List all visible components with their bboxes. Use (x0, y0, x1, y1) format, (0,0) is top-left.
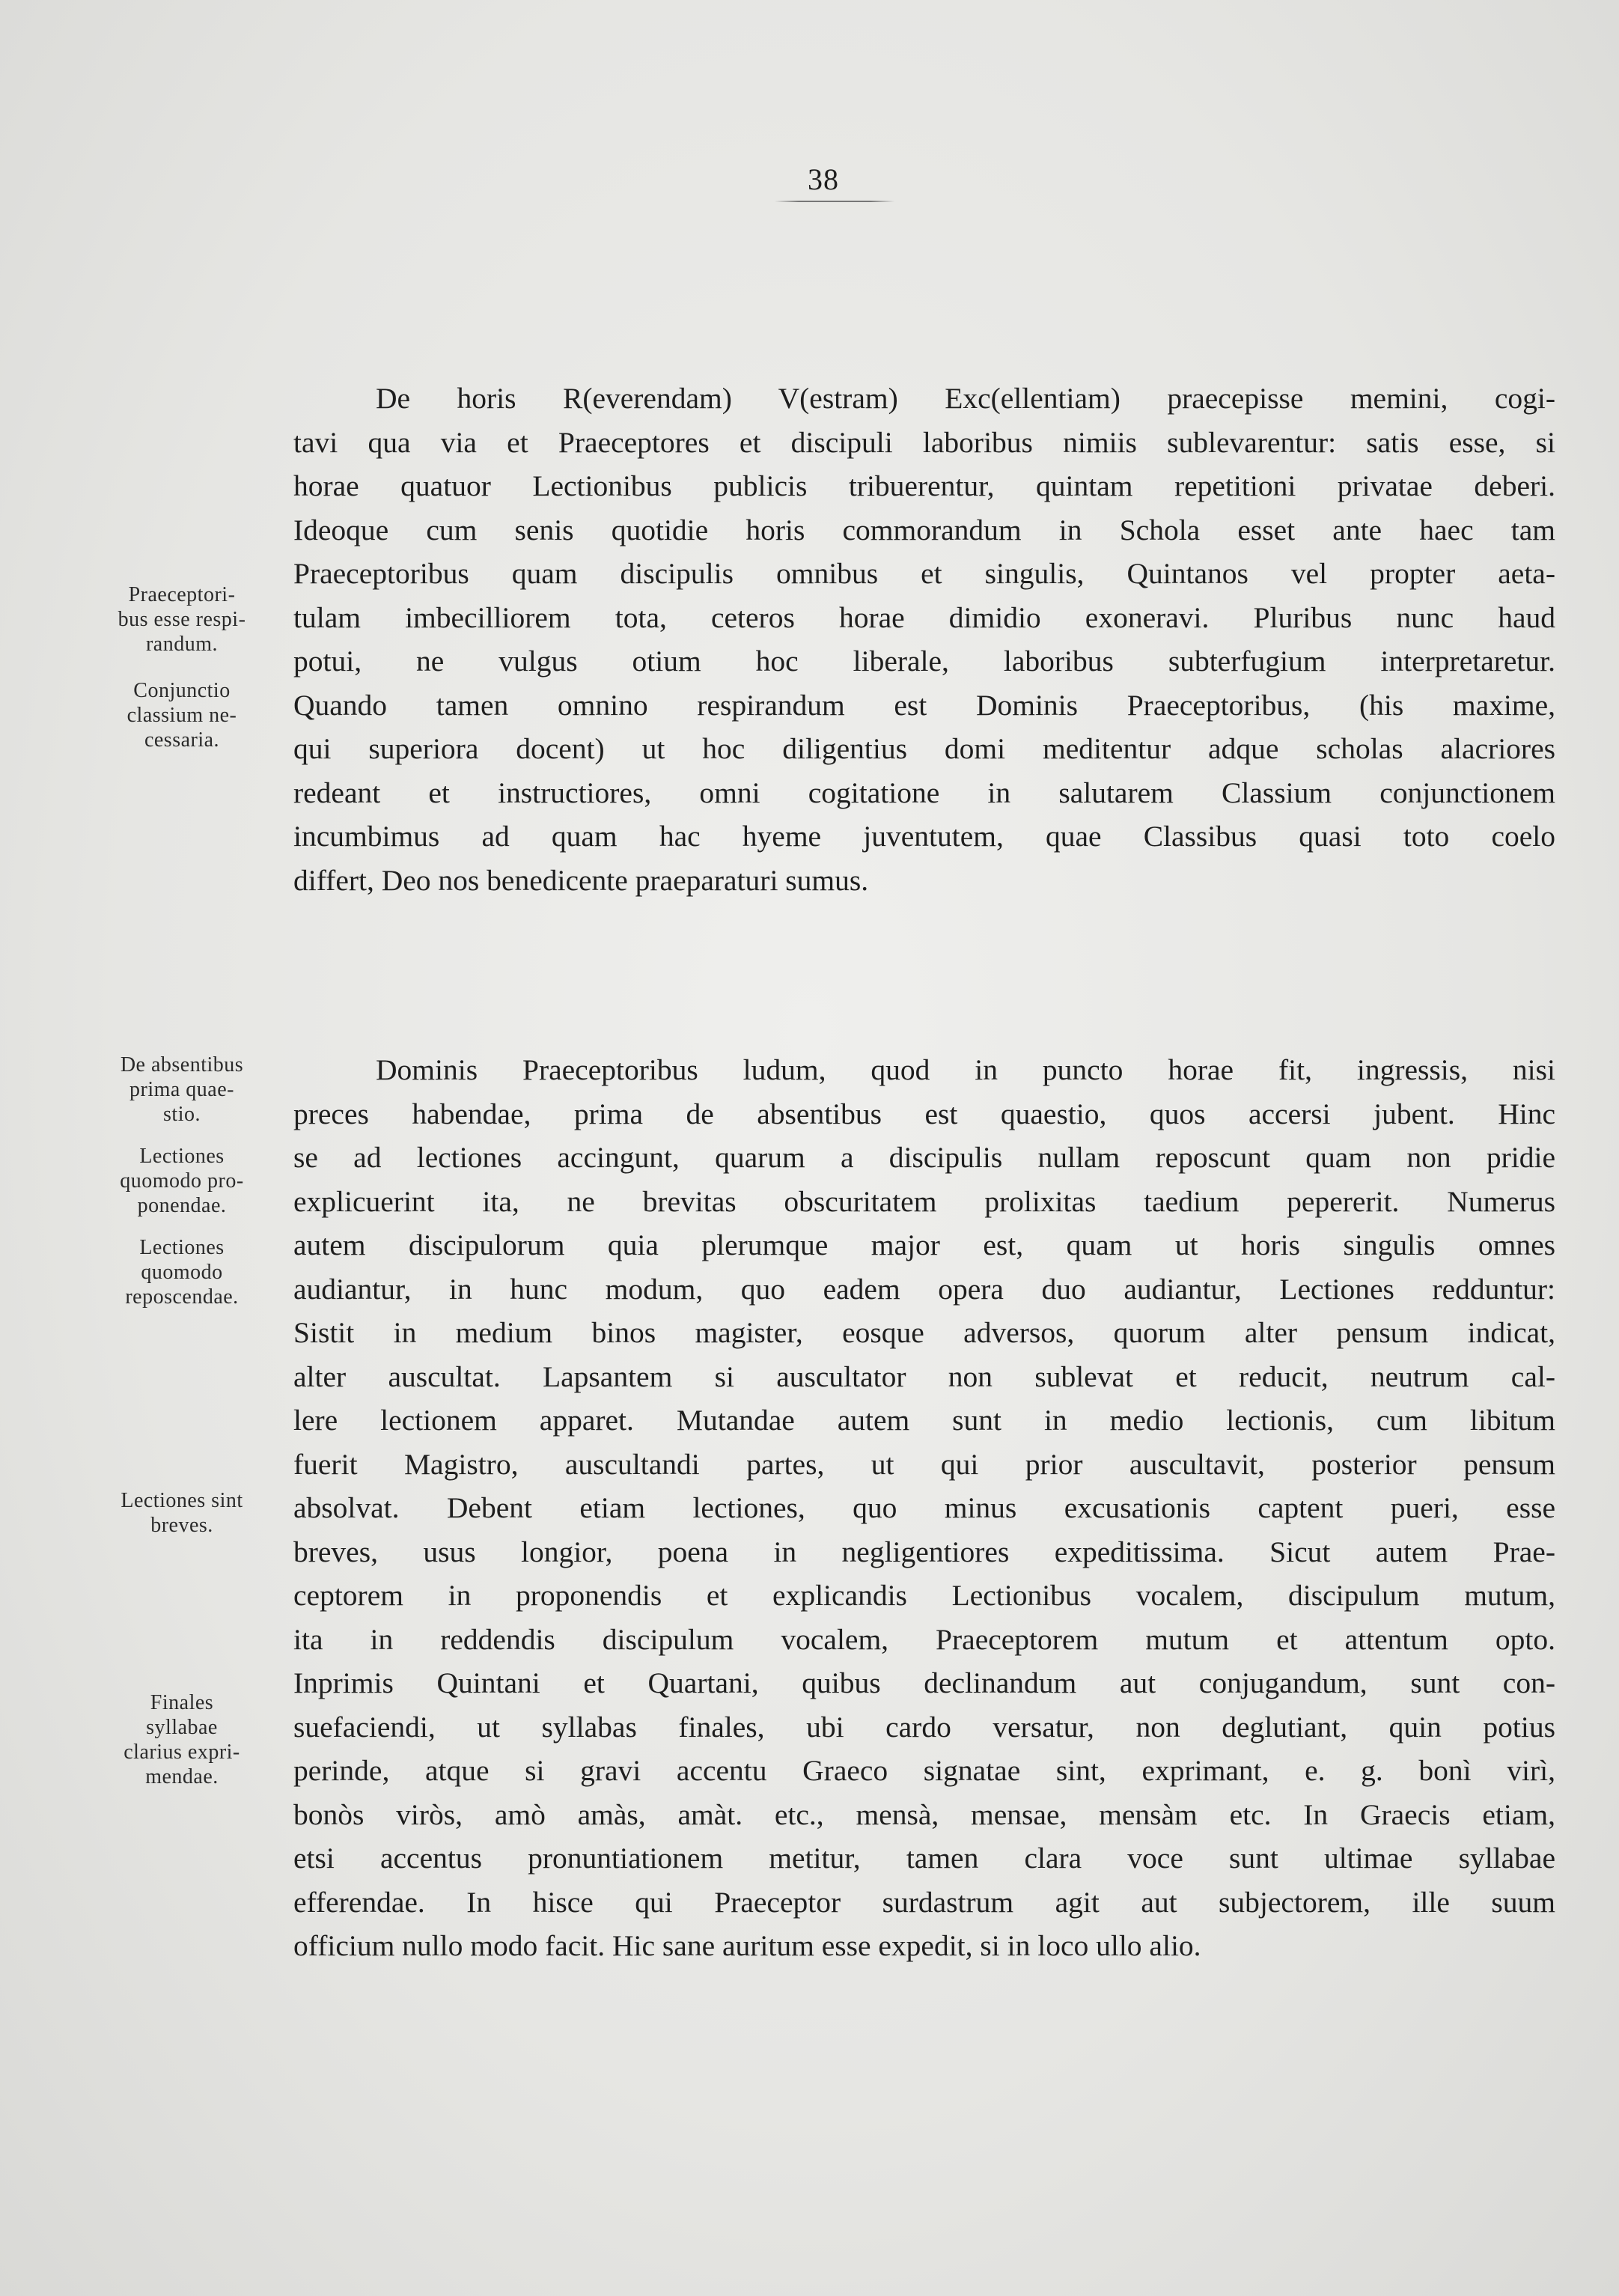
text-line: suefaciendi, ut syllabas finales, ubi cardo versatur, non deglutiant, quin potius (293, 1710, 1555, 1744)
text-line: officium nullo modo facit. Hic sane auritum esse expedit, si in loco ullo alio. (293, 1929, 1201, 1962)
text-line: etsi accentus pronuntiationem metitur, tamen clara voce sunt ultimae syllabae (293, 1842, 1555, 1875)
text-line: Inprimis Quintani et Quartani, quibus declinandum aut conjugandum, sunt con- (293, 1666, 1555, 1699)
page-number-rule (775, 201, 894, 202)
text-line: tulam imbecilliorem tota, ceteros horae dimidio exoneravi. Pluribus nunc haud (293, 600, 1555, 634)
text-line: Praeceptoribus quam discipulis omnibus et singulis, Quintanos vel propter aeta- (293, 557, 1555, 590)
text-line: se ad lectiones accingunt, quarum a discipulis nullam reposcunt quam non pridie (293, 1141, 1555, 1174)
text-line: fuerit Magistro, auscultandi partes, ut qui prior auscultavit, posterior pensum (293, 1447, 1555, 1481)
margin-note-line: clarius expri- (124, 1741, 240, 1764)
margin-note-conjunctio (88, 678, 275, 752)
margin-note-line: Lectiones sint (121, 1489, 243, 1512)
text-line: Dominis Praeceptoribus ludum, quod in puncto horae fit, ingressis, nisi (376, 1053, 1555, 1086)
text-line: Ideoque cum senis quotidie horis commorandum in Schola esset ante haec tam (293, 513, 1555, 546)
margin-note-line: Conjunctio (133, 679, 231, 702)
margin-note-line: Lectiones (139, 1145, 225, 1168)
margin-note-line: Lectiones (139, 1236, 225, 1259)
margin-note-respirandum (88, 582, 275, 657)
page-number: 38 (808, 162, 839, 196)
text-line: ita in reddendis discipulum vocalem, Praeceptorem mutum et attentum opto. (293, 1622, 1555, 1656)
margin-note-absentibus (88, 1053, 275, 1127)
margin-note-line: randum. (145, 633, 219, 656)
text-line: incumbimus ad quam hac hyeme juventutem, quae Classibus quasi toto coelo (293, 820, 1555, 853)
margin-note-line: syllabae (146, 1716, 218, 1739)
text-line: ceptorem in proponendis et explicandis Lectionibus vocalem, discipulum mutum, (293, 1579, 1555, 1612)
text-line: Quando tamen omnino respirandum est Dominis Praeceptoribus, (his maxime, (293, 688, 1555, 722)
margin-note-reposcendae (88, 1235, 275, 1309)
margin-note-line: reposcendae. (125, 1285, 239, 1309)
margin-note-line: cessaria. (144, 728, 220, 752)
margin-note-line: mendae. (145, 1765, 219, 1788)
paragraph-1 (293, 377, 1555, 902)
text-line: audiantur, in hunc modum, quo eadem opera duo audiantur, Lectiones redduntur: (293, 1272, 1555, 1306)
text-line: alter auscultat. Lapsantem si auscultator non sublevat et reducit, neutrum cal- (293, 1359, 1555, 1393)
margin-note-line: breves. (150, 1514, 213, 1537)
text-line: absolvat. Debent etiam lectiones, quo minus excusationis captent pueri, esse (293, 1491, 1555, 1524)
text-line: De horis R(everendam) V(estram) Exc(ellentiam) praecepisse memini, cogi- (376, 382, 1555, 415)
margin-note-line: ponendae. (137, 1194, 227, 1217)
margin-note-line: De absentibus (120, 1053, 244, 1077)
text-line: tavi qua via et Praeceptores et discipuli laboribus nimiis sublevarentur: satis esse, si (293, 425, 1555, 459)
margin-note-proponendae (88, 1144, 275, 1218)
text-line: autem discipulorum quia plerumque major est, quam ut horis singulis omnes (293, 1228, 1555, 1261)
margin-note-line: prima quae- (129, 1078, 234, 1101)
text-line: Sistit in medium binos magister, eosque adversos, quorum alter pensum indicat, (293, 1316, 1555, 1349)
margin-note-finales (88, 1690, 275, 1789)
text-line: efferendae. In hisce qui Praeceptor surdastrum agit aut subjectorem, ille suum (293, 1885, 1555, 1919)
text-line: differt, Deo nos benedicente praeparaturi sumus. (293, 863, 869, 897)
margin-note-breves (88, 1488, 275, 1538)
margin-note-line: bus esse respi- (118, 608, 246, 631)
margin-note-line: quomodo pro- (120, 1169, 244, 1193)
text-line: redeant et instructiores, omni cogitatione in salutarem Classium conjunctionem (293, 776, 1555, 809)
margin-note-line: quomodo (141, 1261, 223, 1284)
margin-note-line: classium ne- (126, 704, 237, 727)
text-line: potui, ne vulgus otium hoc liberale, laboribus subterfugium interpretaretur. (293, 645, 1555, 677)
paragraph-2 (293, 1048, 1555, 1968)
margin-note-line: Finales (150, 1691, 214, 1714)
text-line: bonòs viròs, amò amàs, amàt. etc., mensà, mensae, mensàm etc. In Graecis etiam, (293, 1797, 1555, 1831)
margin-note-line: stio. (163, 1103, 201, 1126)
text-line: preces habendae, prima de absentibus est quaestio, quos accersi jubent. Hinc (293, 1097, 1555, 1130)
text-line: lere lectionem apparet. Mutandae autem sunt in medio lectionis, cum libitum (293, 1404, 1555, 1437)
margin-note-line: Praeceptori- (128, 583, 236, 606)
text-line: breves, usus longior, poena in negligentiores expeditissima. Sicut autem Prae- (293, 1535, 1555, 1568)
text-line: qui superiora docent) ut hoc diligentius domi meditentur adque scholas alacriores (293, 732, 1555, 765)
text-line: explicuerint ita, ne brevitas obscuritatem prolixitas taedium pepererit. Numerus (293, 1184, 1555, 1218)
text-line: horae quatuor Lectionibus publicis tribuerentur, quintam repetitioni privatae deberi. (293, 469, 1555, 502)
text-line: perinde, atque si gravi accentu Graeco signatae sint, exprimant, e. g. bonì virì, (293, 1754, 1555, 1787)
